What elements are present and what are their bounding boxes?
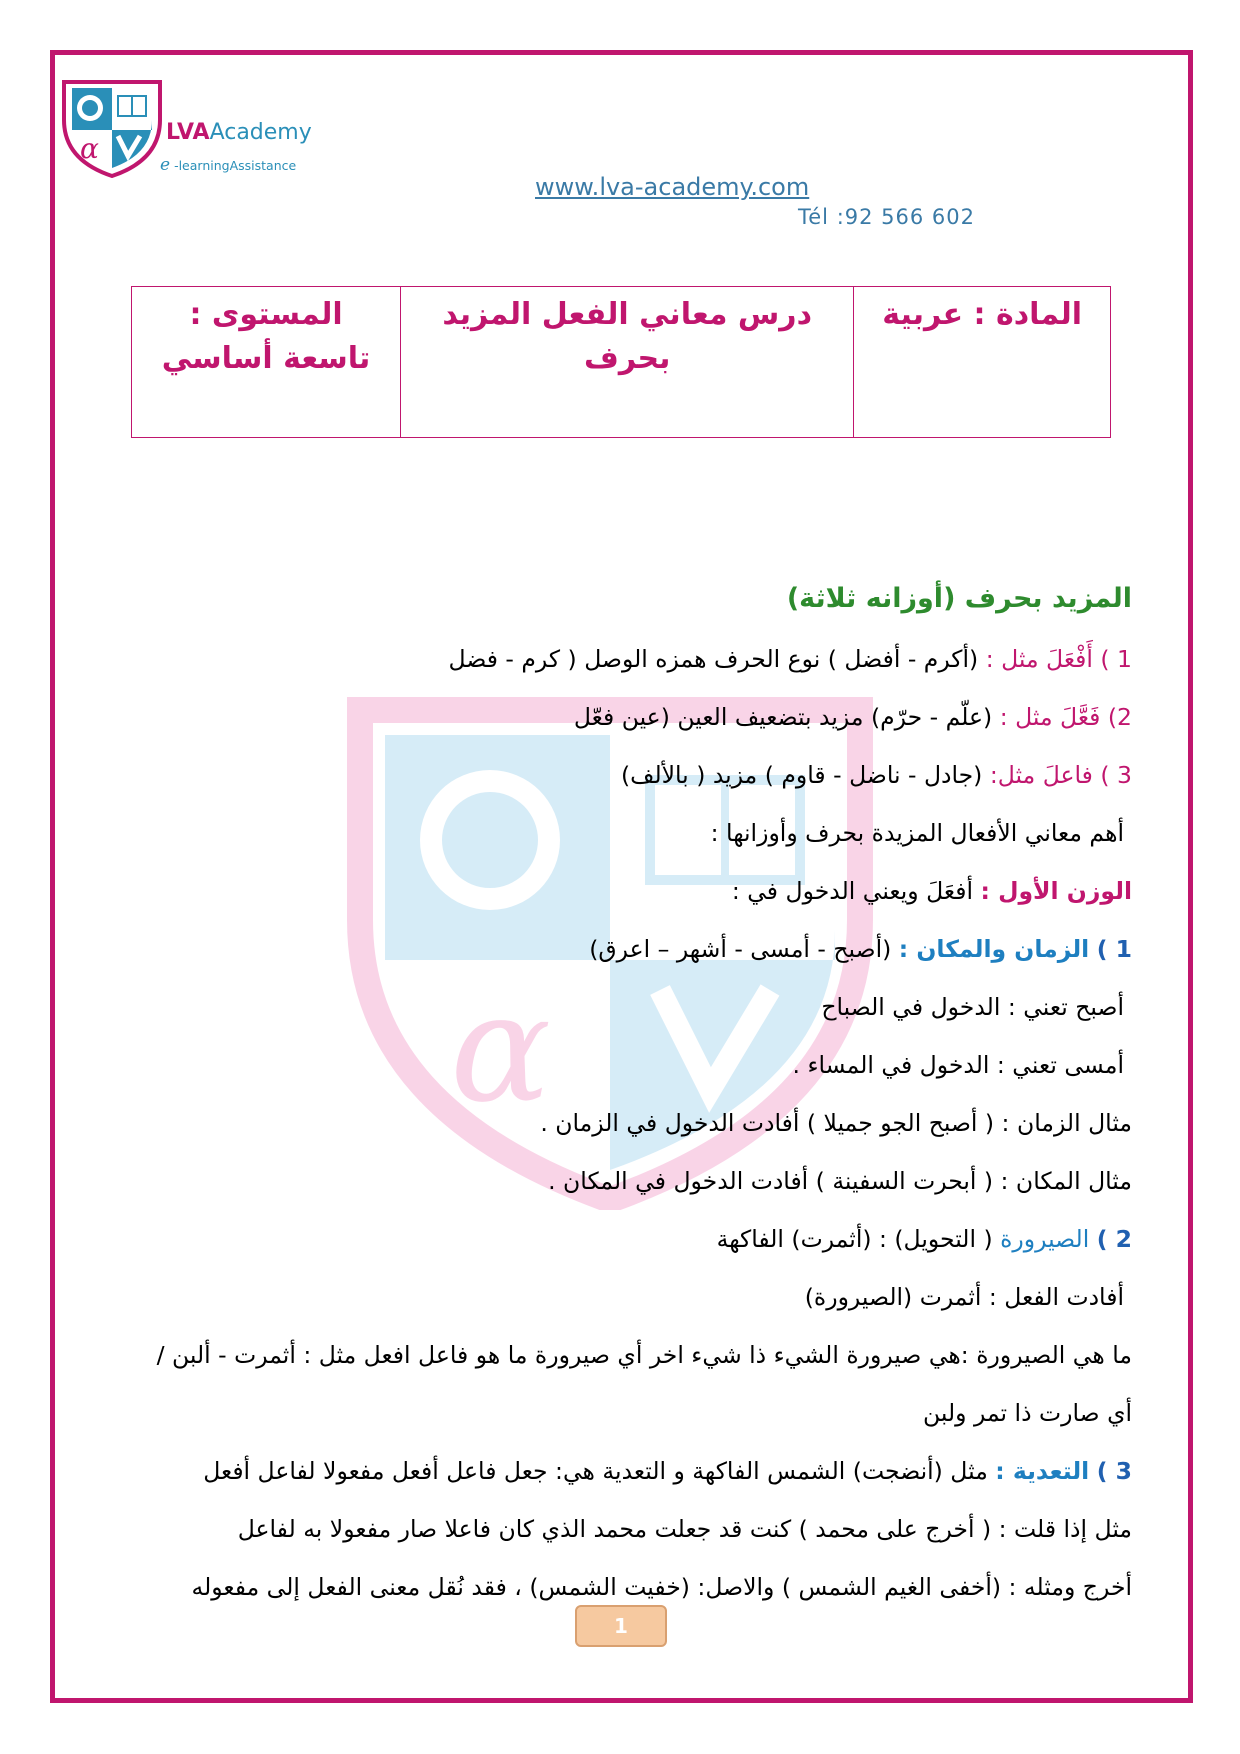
line-9-text: مثال الزمان : ( أصبح الجو جميلا ) أفادت الدخول في الزمان . xyxy=(540,1109,1132,1137)
website-link[interactable]: www.lva-academy.com xyxy=(535,173,810,201)
line-1-text: (أكرم - أفضل ) نوع الحرف همزه الوصل ( كرم - فضل xyxy=(448,645,979,673)
lva-academy-logo xyxy=(58,78,166,178)
line-7-text: أصبح تعني : الدخول في الصباح xyxy=(821,993,1124,1021)
brand-name xyxy=(166,120,312,145)
line-14-label: التعدية : xyxy=(995,1457,1090,1485)
paragraph-line-7 xyxy=(125,978,1132,1036)
line-2-label: فَعَّلَ مثل : xyxy=(999,703,1101,731)
paragraph-line-8 xyxy=(125,1036,1132,1094)
svg-text:α: α xyxy=(450,962,552,1136)
line-4-text: أهم معاني الأفعال المزيدة بحرف وأوزانها : xyxy=(710,819,1124,847)
page-number: 1 xyxy=(575,1605,667,1647)
lesson-info-table xyxy=(131,286,1111,438)
tagline xyxy=(160,155,296,175)
paragraph-line-5 xyxy=(125,862,1132,920)
section-heading xyxy=(125,568,1132,630)
paragraph-line-1 xyxy=(125,630,1132,688)
line-5-text: أفعَلَ ويعني الدخول في : xyxy=(731,877,973,905)
paragraph-line-13 xyxy=(125,1326,1132,1442)
line-15-text: مثل إذا قلت : ( أخرج على محمد ) كنت قد جعلت محمد الذي كان فاعلا صار مفعولا به لفاعل xyxy=(237,1515,1132,1543)
paragraph-line-11 xyxy=(125,1210,1132,1268)
line-14-text: مثل (أنضجت) الشمس الفاكهة و التعدية هي: جعل فاعل أفعل مفعولا لفاعل أفعل xyxy=(203,1457,988,1485)
line-10-text: مثال المكان : ( أبحرت السفينة ) أفادت الدخول في المكان . xyxy=(548,1167,1132,1195)
paragraph-line-9 xyxy=(125,1094,1132,1152)
subject-cell: المادة : عربية xyxy=(854,287,1111,438)
tagline-e: e xyxy=(160,155,171,175)
line-11-text: ( التحويل) : (أثمرت) الفاكهة xyxy=(716,1225,993,1253)
line-3-number: 3 ) xyxy=(1100,761,1132,789)
line-1-number: 1 ) xyxy=(1100,645,1132,673)
brand-academy: Academy xyxy=(209,120,312,145)
line-3-label: فاعلَ مثل: xyxy=(989,761,1093,789)
line-2-text: (علّم - حرّم) مزيد بتضعيف العين (عين فعّل xyxy=(573,703,993,731)
paragraph-line-12 xyxy=(125,1268,1132,1326)
heading-text: المزيد بحرف (أوزانه ثلاثة) xyxy=(786,583,1132,614)
line-11-number: 2 ) xyxy=(1096,1225,1132,1253)
paragraph-line-6 xyxy=(125,920,1132,978)
lesson-content xyxy=(125,568,1132,1616)
level-cell: المستوى : تاسعة أساسي xyxy=(132,287,401,438)
phone-number: Tél :92 566 602 xyxy=(798,205,976,229)
line-6-label: الزمان والمكان : xyxy=(898,935,1090,963)
paragraph-line-4 xyxy=(125,804,1132,862)
lesson-title-cell: درس معاني الفعل المزيد بحرف xyxy=(401,287,854,438)
paragraph-line-15 xyxy=(125,1500,1132,1558)
line-11-label: الصيرورة xyxy=(1000,1225,1090,1253)
tagline-text: -learningAssistance xyxy=(174,158,297,173)
paragraph-line-2 xyxy=(125,688,1132,746)
line-12-text: أفادت الفعل : أثمرت (الصيرورة) xyxy=(804,1283,1124,1311)
line-1-label: أَفْعَلَ مثل : xyxy=(985,645,1093,673)
line-2-number: 2) xyxy=(1107,703,1132,731)
paragraph-line-10 xyxy=(125,1152,1132,1210)
line-16-text: أخرج ومثله : (أخفى الغيم الشمس ) والاصل: (خفيت الشمس) ، فقد نُقل معنى الفعل إلى مفعوله xyxy=(191,1573,1132,1601)
svg-text:α: α xyxy=(80,132,99,165)
line-6-text: (أصبح - أمسى - أشهر – اعرق) xyxy=(589,935,892,963)
paragraph-line-3 xyxy=(125,746,1132,804)
line-3-text: (جادل - ناضل - قاوم ) مزيد ( بالألف) xyxy=(620,761,983,789)
line-8-text: أمسى تعني : الدخول في المساء . xyxy=(792,1051,1124,1079)
line-5-label: الوزن الأول : xyxy=(980,877,1132,905)
brand-lva: LVA xyxy=(166,120,210,145)
line-6-number: 1 ) xyxy=(1096,935,1132,963)
paragraph-line-14 xyxy=(125,1442,1132,1500)
line-13-text: ما هي الصيرورة :هي صيرورة الشيء ذا شيء اخر أي صيرورة ما هو فاعل افعل مثل : أثمرت - ألبن / أي صارت ذا تمر ولبن xyxy=(156,1341,1132,1427)
line-14-number: 3 ) xyxy=(1096,1457,1132,1485)
